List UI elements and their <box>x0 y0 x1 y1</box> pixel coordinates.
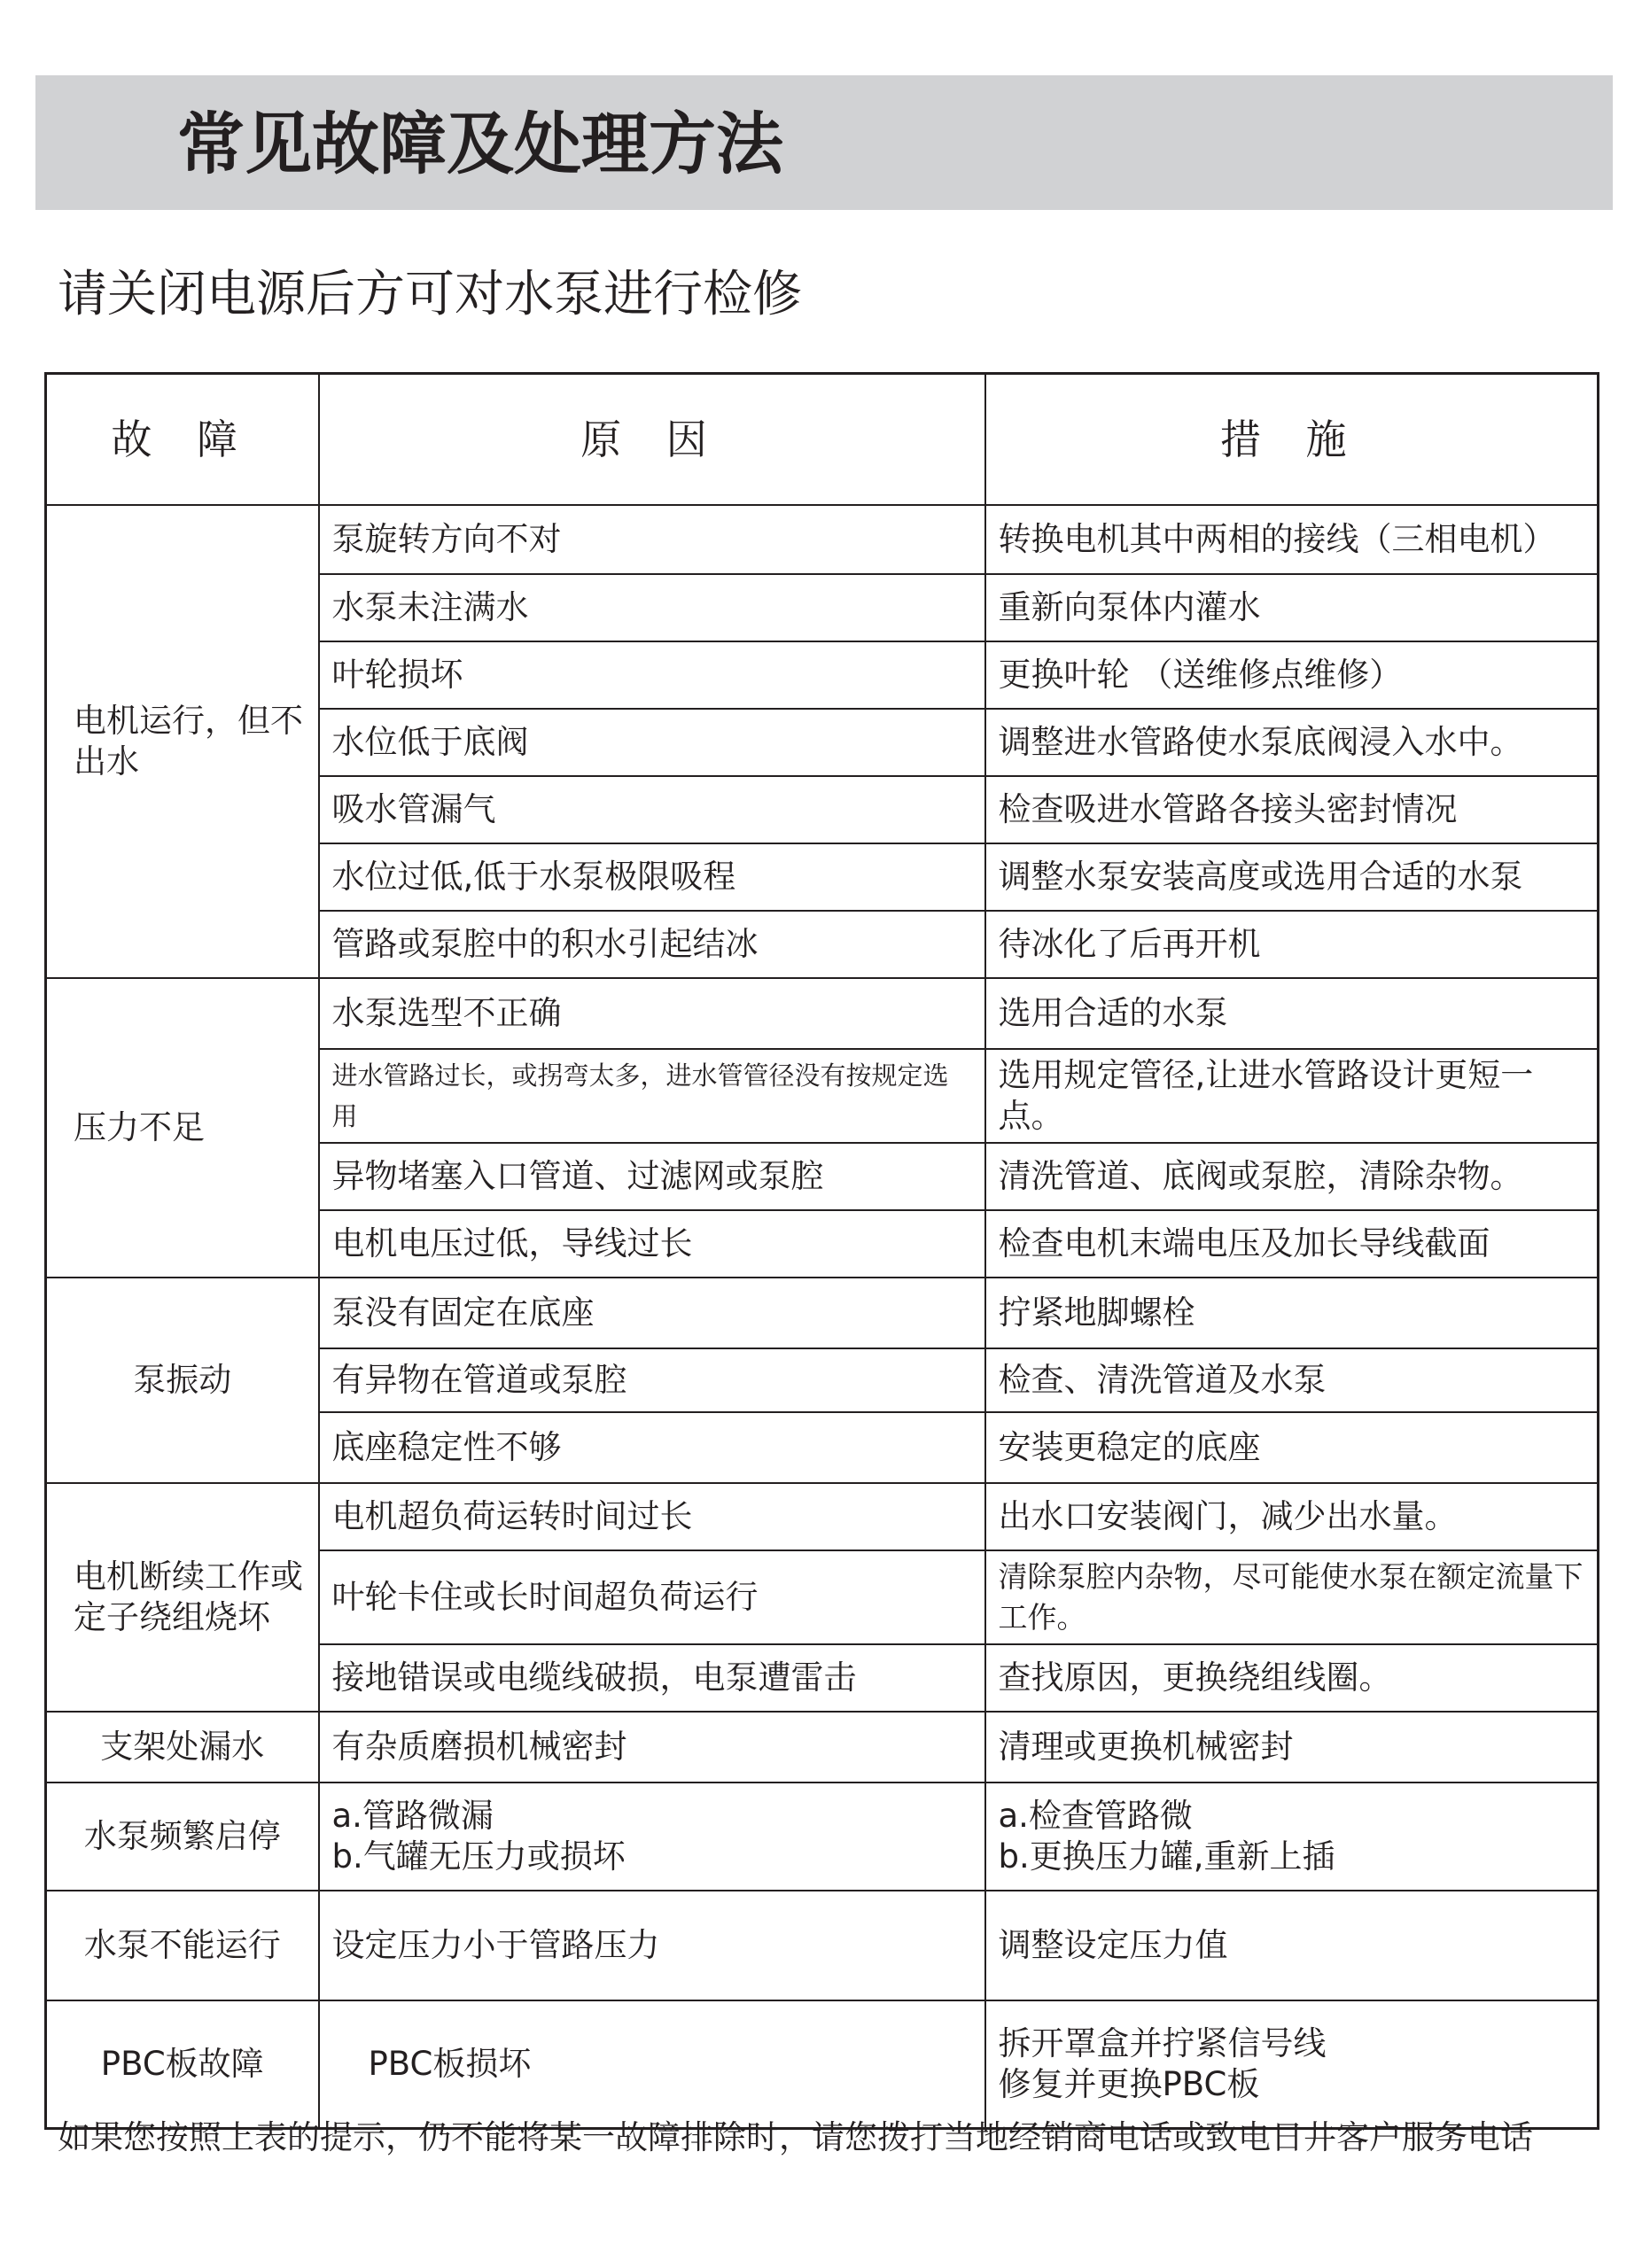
measure-cell: 拧紧地脚螺栓 <box>985 1278 1599 1348</box>
cause-cell: 水位低于底阀 <box>319 709 985 776</box>
measure-cell: 重新向泵体内灌水 <box>985 574 1599 641</box>
table-row <box>46 1891 1599 2000</box>
header-cause: 原 因 <box>319 374 985 506</box>
cause-cell: 有杂质磨损机械密封 <box>319 1712 985 1783</box>
header-fault: 故 障 <box>46 374 319 506</box>
table-row <box>46 2000 1599 2128</box>
cause-cell: 叶轮卡住或长时间超负荷运行 <box>319 1550 985 1644</box>
cause-cell: 管路或泵腔中的积水引起结冰 <box>319 911 985 978</box>
page-title: 常见故障及处理方法 <box>177 105 783 183</box>
table-row <box>46 1483 1599 1550</box>
cause-line: b.气罐无压力或损坏 <box>331 1837 626 1876</box>
measure-cell: 更换叶轮 （送维修点维修） <box>985 641 1599 709</box>
table-row <box>46 978 1599 1049</box>
measure-cell: 检查、清洗管道及水泵 <box>985 1348 1599 1412</box>
measure-line: 修复并更换PBC板 <box>998 2064 1260 2103</box>
cause-cell: 吸水管漏气 <box>319 776 985 843</box>
fault-cell: PBC板故障 <box>46 2000 319 2128</box>
table-row <box>46 1783 1599 1891</box>
measure-line: 拆开罩盒并拧紧信号线 <box>998 2023 1327 2062</box>
cause-cell: 底座稳定性不够 <box>319 1412 985 1483</box>
cause-cell: 异物堵塞入口管道、过滤网或泵腔 <box>319 1143 985 1210</box>
measure-cell: 查找原因，更换绕组线圈。 <box>985 1644 1599 1712</box>
measure-cell: 出水口安装阀门，减少出水量。 <box>985 1483 1599 1550</box>
measure-cell: 安装更稳定的底座 <box>985 1412 1599 1483</box>
support-note: 如果您按照上表的提示，仍不能将某一故障排除时，请您拨打当地经销商电话或致电日井客户服务电话 <box>58 2118 1533 2156</box>
cause-cell: 泵旋转方向不对 <box>319 505 985 574</box>
cause-cell <box>319 1783 985 1891</box>
fault-cell: 泵振动 <box>46 1278 319 1483</box>
measure-line: b.更换压力罐,重新上插 <box>998 1837 1335 1876</box>
cause-cell: 有异物在管道或泵腔 <box>319 1348 985 1412</box>
cause-line: a.管路微漏 <box>331 1797 494 1835</box>
cause-cell: PBC板损坏 <box>319 2000 985 2128</box>
title-banner <box>35 75 1613 210</box>
measure-cell: 选用合适的水泵 <box>985 978 1599 1049</box>
cause-cell: 水泵未注满水 <box>319 574 985 641</box>
header-measure: 措 施 <box>985 374 1599 506</box>
measure-cell: 调整水泵安装高度或选用合适的水泵 <box>985 843 1599 911</box>
table-header-row <box>46 374 1599 506</box>
cause-cell: 泵没有固定在底座 <box>319 1278 985 1348</box>
measure-cell <box>985 1783 1599 1891</box>
fault-cell: 压力不足 <box>46 978 319 1278</box>
measure-line: a.检查管路微 <box>998 1797 1193 1835</box>
measure-cell: 调整进水管路使水泵底阀浸入水中。 <box>985 709 1599 776</box>
fault-cell: 电机断续工作或定子绕组烧坏 <box>46 1483 319 1712</box>
measure-cell: 清洗管道、底阀或泵腔，清除杂物。 <box>985 1143 1599 1210</box>
fault-cell: 支架处漏水 <box>46 1712 319 1783</box>
cause-cell: 电机电压过低，导线过长 <box>319 1210 985 1278</box>
measure-cell: 调整设定压力值 <box>985 1891 1599 2000</box>
safety-notice: 请关闭电源后方可对水泵进行检修 <box>58 266 802 323</box>
cause-cell: 水位过低,低于水泵极限吸程 <box>319 843 985 911</box>
measure-cell: 选用规定管径,让进水管路设计更短一点。 <box>985 1049 1599 1143</box>
table-row <box>46 1278 1599 1348</box>
cause-cell: 水泵选型不正确 <box>319 978 985 1049</box>
troubleshooting-table <box>44 372 1599 2130</box>
fault-cell: 水泵不能运行 <box>46 1891 319 2000</box>
table-row <box>46 505 1599 574</box>
cause-cell: 设定压力小于管路压力 <box>319 1891 985 2000</box>
measure-cell: 转换电机其中两相的接线（三相电机） <box>985 505 1599 574</box>
measure-cell: 检查电机末端电压及加长导线截面 <box>985 1210 1599 1278</box>
measure-cell: 待冰化了后再开机 <box>985 911 1599 978</box>
fault-cell: 水泵频繁启停 <box>46 1783 319 1891</box>
fault-cell: 电机运行，但不出水 <box>46 505 319 978</box>
cause-cell: 接地错误或电缆线破损，电泵遭雷击 <box>319 1644 985 1712</box>
measure-cell: 清除泵腔内杂物，尽可能使水泵在额定流量下工作。 <box>985 1550 1599 1644</box>
cause-cell: 电机超负荷运转时间过长 <box>319 1483 985 1550</box>
measure-cell: 检查吸进水管路各接头密封情况 <box>985 776 1599 843</box>
cause-cell: 叶轮损坏 <box>319 641 985 709</box>
cause-cell: 进水管路过长，或拐弯太多，进水管管径没有按规定选用 <box>319 1049 985 1143</box>
table-row <box>46 1712 1599 1783</box>
measure-cell <box>985 2000 1599 2128</box>
measure-cell: 清理或更换机械密封 <box>985 1712 1599 1783</box>
